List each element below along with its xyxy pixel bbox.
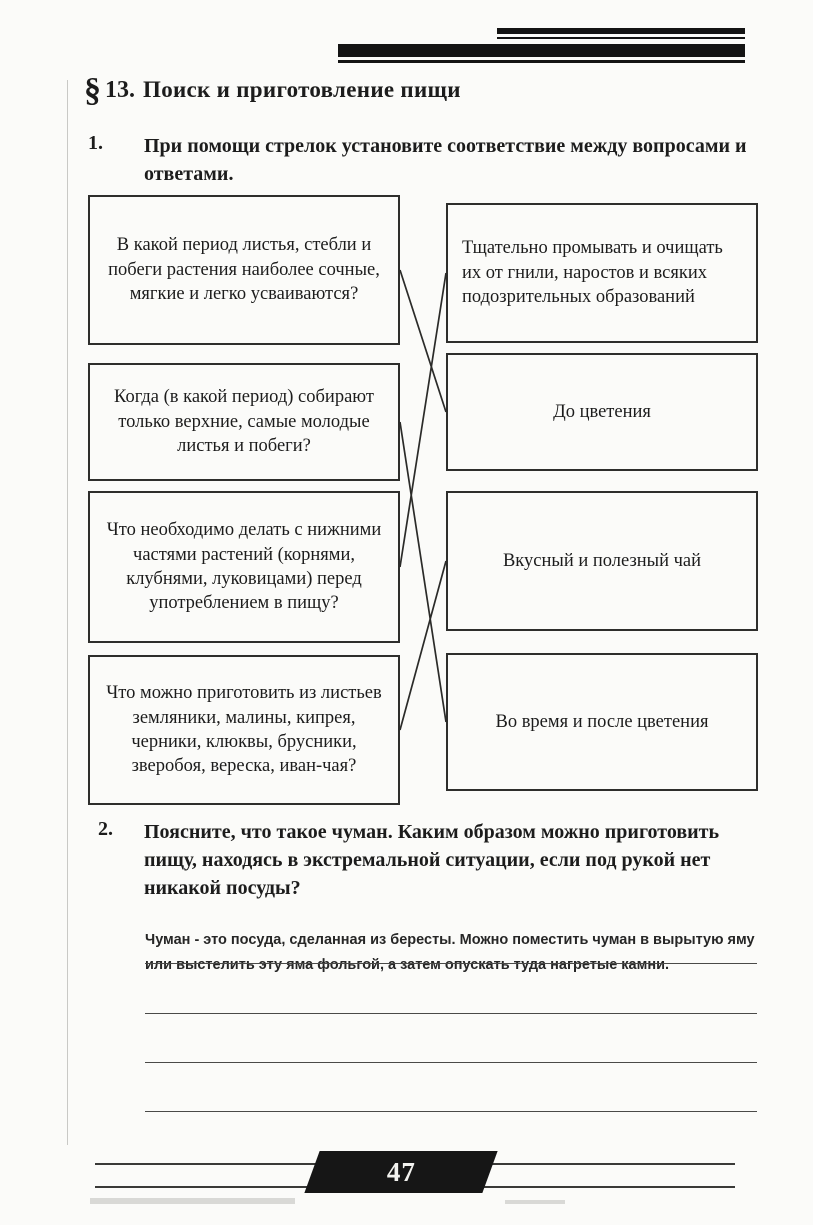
answer-rule-line: [145, 1111, 757, 1112]
answer-box: Вкусный и полезный чай: [446, 491, 758, 631]
task-2-number: 2.: [98, 818, 113, 840]
answer-box: Тщательно промывать и очищать их от гнили, наростов и всяких подозрительных образований: [446, 203, 758, 343]
task-1-text: При помощи стрелок установите соответствие между вопросами и ответами.: [144, 135, 747, 185]
task-2: [88, 818, 768, 902]
scan-smudge: [505, 1200, 565, 1204]
paragraph-sign: §: [84, 72, 101, 109]
matching-area: [88, 195, 758, 810]
task-1-number: 1.: [88, 132, 103, 154]
task-2-text: Поясните, что такое чуман. Каким образом можно приготовить пищу, находясь в экстремальной ситуации, если под рукой нет никакой посуды?: [144, 821, 720, 899]
section-header: [84, 74, 744, 108]
handwritten-answer: Чуман - это посуда, сделанная из бересты. Можно поместить чуман в вырытую яму или выстелить эту яма фольгой, а затем опускать туда нагретые камни.: [145, 932, 755, 974]
decorative-bar: [497, 37, 745, 39]
page-number-badge: [304, 1151, 497, 1193]
section-title: Поиск и приготовление пищи: [143, 77, 461, 102]
decorative-bar: [497, 28, 745, 34]
question-box: Что необходимо делать с нижними частями растений (корнями, клубнями, луковицами) перед употреблением в пищу?: [88, 491, 400, 643]
answer-rule-line: [145, 963, 757, 964]
answer-rule-line: [145, 1013, 757, 1014]
question-box: В какой период листья, стебли и побеги растения наиболее сочные, мягкие и легко усваиваются?: [88, 195, 400, 345]
answer-box: Во время и после цветения: [446, 653, 758, 791]
scan-smudge: [90, 1198, 295, 1204]
margin-rule: [67, 80, 68, 1145]
answer-box: До цветения: [446, 353, 758, 471]
decorative-bar: [338, 44, 745, 57]
answer-rule-line: [145, 1062, 757, 1063]
decorative-bar: [338, 60, 745, 63]
section-number: 13.: [105, 77, 135, 103]
page-number: 47: [386, 1156, 416, 1187]
task-1: [88, 132, 768, 188]
question-box: Когда (в какой период) собирают только верхние, самые молодые листья и побеги?: [88, 363, 400, 481]
question-box: Что можно приготовить из листьев земляники, малины, кипрея, черники, клюквы, брусники, зверобоя, вереска, иван-чая?: [88, 655, 400, 805]
